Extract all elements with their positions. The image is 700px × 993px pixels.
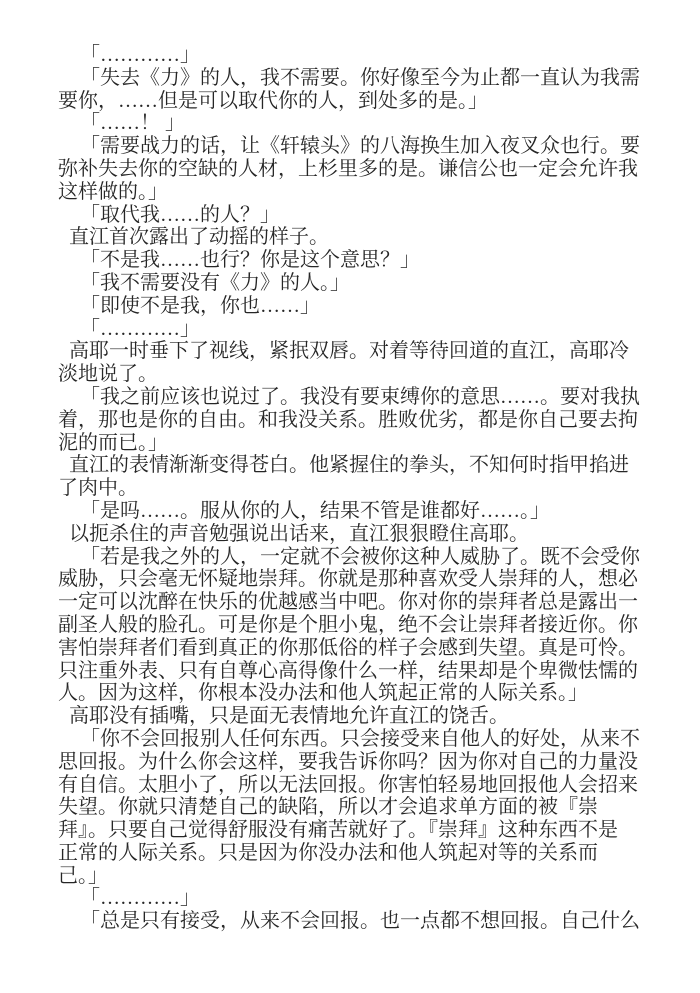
text-line: 拜』。只要自己觉得舒服没有痛苦就好了。『崇拜』这种东西不是 (58, 819, 618, 842)
text-line: 「总是只有接受，从来不会回报。也一点都不想回报。自己什么 (80, 910, 640, 933)
text-line: 副圣人般的脸孔。可是你是个胆小鬼，绝不会让崇拜者接近你。你 (58, 613, 638, 636)
text-line: 这样做的。」 (58, 180, 168, 203)
text-line: 「…………」 (80, 887, 200, 910)
text-line: 「我之前应该也说过了。我没有要束缚你的意思……。要对我执 (80, 385, 640, 408)
text-line: 「我不需要没有《力》的人。」 (80, 271, 350, 294)
text-line: 「是吗……。服从你的人，结果不管是谁都好……。」 (80, 499, 550, 522)
text-line: 高耶一时垂下了视线，紧抿双唇。对着等待回道的直江，高耶冷 (69, 340, 629, 363)
text-line: 有自信。太胆小了，所以无法回报。你害怕轻易地回报他人会招来 (58, 773, 638, 796)
text-line: 人。因为这样，你根本没办法和他人筑起正常的人际关系。」 (58, 682, 588, 705)
text-line: 「你不会回报别人任何东西。只会接受来自他人的好处，从来不 (80, 727, 640, 750)
text-line: 失望。你就只清楚自己的缺陷，所以才会追求单方面的被『崇 (58, 796, 598, 819)
text-line: 「若是我之外的人，一定就不会被你这种人威胁了。既不会受你 (80, 545, 640, 568)
text-line: 「……！ 」 (80, 112, 185, 135)
text-line: 了肉中。 (58, 477, 138, 500)
text-line: 「…………」 (80, 317, 200, 340)
text-line: 「…………」 (80, 44, 200, 66)
page-text (58, 44, 658, 933)
text-line: 威胁，只会毫无怀疑地崇拜。你就是那种喜欢受人崇拜的人，想必 (58, 568, 638, 591)
text-line: 害怕崇拜者们看到真正的你那低俗的样子会感到失望。真是可怜。 (58, 636, 638, 659)
text-line: 要你，……但是可以取代你的人，到处多的是。」 (58, 89, 488, 112)
text-line: 「取代我……的人？」 (80, 203, 280, 226)
text-line: 弥补失去你的空缺的人材，上杉里多的是。谦信公也一定会允许我 (58, 157, 638, 180)
text-line: 直江的表情渐渐变得苍白。他紧握住的拳头，不知何时指甲掐进 (69, 454, 629, 477)
text-line: 泥的而已。」 (58, 431, 168, 454)
text-line: 只注重外表、只有自尊心高得像什么一样，结果却是个卑微怯懦的 (58, 659, 638, 682)
text-line: 高耶没有插嘴，只是面无表情地允许直江的饶舌。 (69, 705, 509, 728)
text-line: 以扼杀住的声音勉强说出话来，直江狠狠瞪住高耶。 (69, 522, 529, 545)
text-line: 淡地说了。 (58, 363, 158, 386)
text-line: 一定可以沈醉在快乐的优越感当中吧。你对你的崇拜者总是露出一 (58, 591, 638, 614)
text-line: 己。」 (58, 864, 108, 887)
text-line: 着，那也是你的自由。和我没关系。胜败优劣，都是你自己要去拘 (58, 408, 638, 431)
text-line: 正常的人际关系。只是因为你没办法和他人筑起对等的关系而 (58, 841, 598, 864)
text-line: 「即使不是我，你也……」 (80, 294, 320, 317)
text-line: 「失去《力》的人，我不需要。你好像至今为止都一直认为我需 (80, 66, 640, 89)
text-line: 思回报。为什么你会这样，要我告诉你吗？因为你对自己的力量没 (58, 750, 638, 773)
text-line: 直江首次露出了动摇的样子。 (69, 226, 329, 249)
text-line: 「不是我……也行？你是这个意思？」 (80, 249, 420, 272)
text-line: 「需要战力的话，让《轩辕头》的八海换生加入夜叉众也行。要 (80, 135, 640, 158)
